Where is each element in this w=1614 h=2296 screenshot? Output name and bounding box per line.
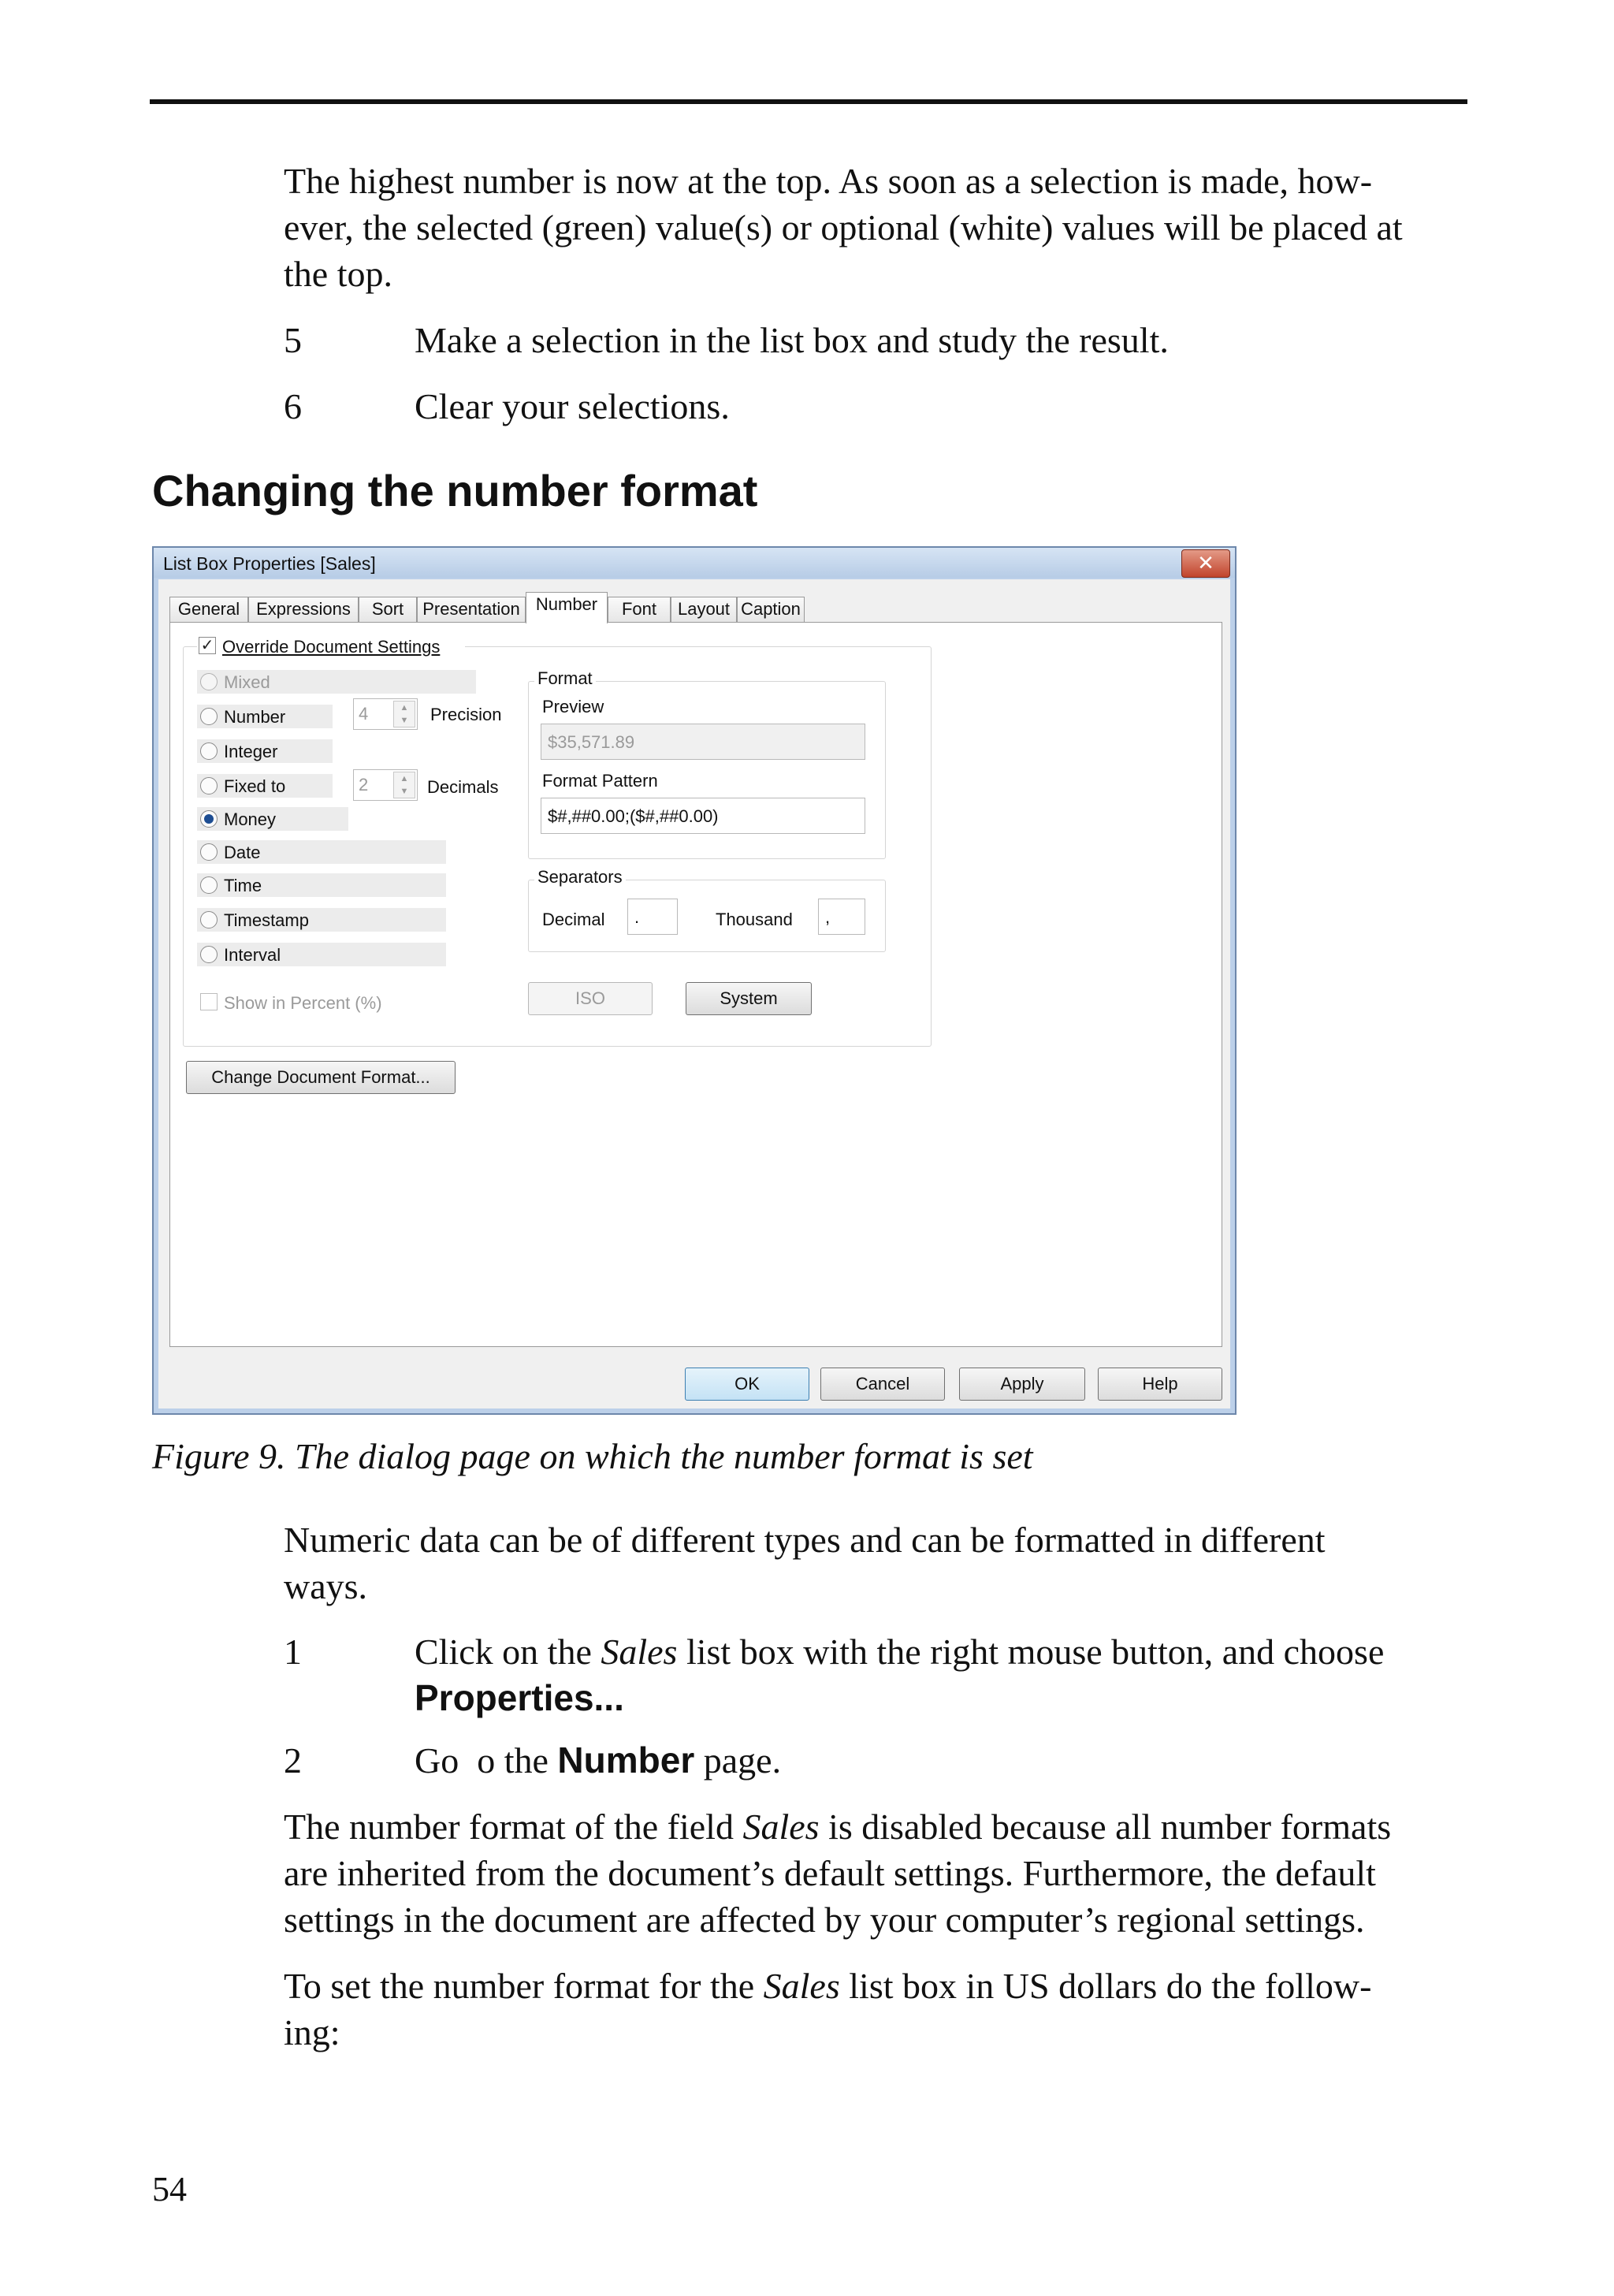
override-checkbox[interactable]	[199, 637, 216, 654]
apply-button[interactable]: Apply	[959, 1368, 1085, 1401]
decimals-label: Decimals	[427, 777, 499, 797]
show-percent-label: Show in Percent (%)	[224, 993, 382, 1013]
separators-group-label: Separators	[534, 867, 626, 888]
radio-time-label: Time	[224, 876, 262, 895]
format-group-label: Format	[534, 668, 596, 689]
radio-integer[interactable]	[200, 742, 218, 760]
header-rule	[150, 99, 1467, 104]
radio-number[interactable]	[200, 708, 218, 725]
radio-time[interactable]	[200, 876, 218, 894]
tab-layout[interactable]: Layout	[671, 597, 737, 622]
radio-interval[interactable]	[200, 946, 218, 963]
step-1-post: list box with the right mouse button, and choose	[677, 1632, 1385, 1672]
inherited-line: settings in the document are affected by your computer’s regional settings.	[284, 1900, 1365, 1940]
show-percent-checkbox[interactable]	[200, 993, 218, 1010]
radio-mixed[interactable]	[200, 673, 218, 690]
decimals-value: 2	[359, 775, 369, 794]
spin-down-icon: ▼	[400, 716, 409, 725]
format-pattern-label: Format Pattern	[542, 771, 658, 791]
radio-fixed-to[interactable]	[200, 777, 218, 794]
radio-money[interactable]	[200, 810, 218, 828]
help-button[interactable]: Help	[1098, 1368, 1222, 1401]
step-1-number: 1	[284, 1632, 302, 1672]
numeric-line: Numeric data can be of different types and can be formatted in different	[284, 1520, 1326, 1560]
usd-paragraph	[284, 1963, 1482, 2056]
spin-up-icon: ▲	[400, 703, 409, 713]
inherited-line	[284, 1803, 1482, 1850]
precision-value: 4	[359, 704, 369, 724]
format-pattern-value: $#,##0.00;($#,##0.00)	[548, 806, 719, 826]
step-6-text: Clear your selections.	[415, 386, 730, 426]
check-icon: ✓	[200, 637, 214, 654]
radio-date[interactable]	[200, 843, 218, 861]
step-6-number: 6	[284, 386, 302, 426]
cancel-button[interactable]: Cancel	[820, 1368, 945, 1401]
thousand-input[interactable]	[818, 899, 865, 935]
close-button[interactable]	[1181, 549, 1230, 578]
inherited-line: are inherited from the document’s default settings. Furthermore, the default	[284, 1853, 1376, 1893]
inherited-sales: Sales	[742, 1807, 820, 1847]
numeric-paragraph	[284, 1516, 1466, 1609]
dialog-titlebar	[154, 548, 1235, 578]
inherited-line-text: The number format of the field	[284, 1807, 743, 1847]
usd-sales: Sales	[763, 1966, 840, 2006]
radio-date-label: Date	[224, 843, 261, 862]
radio-timestamp[interactable]	[200, 911, 218, 928]
radio-fixed-to-label: Fixed to	[224, 776, 286, 796]
step-2-post: page.	[694, 1740, 782, 1781]
usd-line: ing:	[284, 2012, 340, 2052]
step-1-pre: Click on the	[415, 1632, 601, 1672]
usd-line-text: list box in US dollars do the follow-	[839, 1966, 1372, 2006]
decimal-value: .	[634, 907, 640, 927]
step-1-line	[415, 1628, 1471, 1675]
change-document-format-button[interactable]: Change Document Format...	[186, 1061, 456, 1094]
preview-value: $35,571.89	[548, 732, 635, 752]
radio-money-label: Money	[224, 809, 277, 829]
tab-sort[interactable]: Sort	[359, 597, 417, 622]
preview-label: Preview	[542, 697, 604, 716]
radio-number-label: Number	[224, 707, 286, 727]
inherited-paragraph	[284, 1803, 1482, 1943]
section-heading: Changing the number format	[152, 466, 758, 515]
intro-line: the top.	[284, 254, 392, 294]
radio-integer-label: Integer	[224, 742, 278, 761]
thousand-label: Thousand	[716, 910, 793, 929]
override-row	[197, 634, 465, 657]
decimal-input[interactable]	[627, 899, 678, 935]
step-2-pre: Go o the	[415, 1740, 558, 1781]
precision-label: Precision	[430, 705, 502, 724]
step-2-text	[415, 1737, 781, 1784]
usd-line-text: To set the number format for the	[284, 1966, 764, 2006]
decimal-label: Decimal	[542, 910, 605, 929]
system-button[interactable]: System	[686, 982, 812, 1015]
step-2-number: 2	[284, 1740, 302, 1781]
decimals-spinner[interactable]	[353, 769, 418, 801]
tab-general[interactable]: General	[169, 597, 248, 622]
override-label: Override Document Settings	[222, 637, 441, 657]
format-pattern-input[interactable]	[541, 798, 865, 834]
usd-line	[284, 1963, 1482, 2009]
radio-timestamp-label: Timestamp	[224, 910, 309, 930]
step-1-sales: Sales	[601, 1632, 678, 1672]
iso-button[interactable]: ISO	[528, 982, 653, 1015]
precision-spinner[interactable]	[353, 698, 418, 730]
tab-font[interactable]: Font	[608, 597, 671, 622]
spin-down-icon: ▼	[400, 787, 409, 796]
intro-line: ever, the selected (green) value(s) or optional (white) values will be placed at	[284, 207, 1403, 247]
step-5-number: 5	[284, 320, 302, 360]
spin-up-icon: ▲	[400, 774, 409, 783]
step-5-text: Make a selection in the list box and study the result.	[415, 320, 1169, 360]
list-box-properties-dialog	[152, 546, 1237, 1415]
dialog-title: List Box Properties [Sales]	[163, 553, 376, 574]
tab-expressions[interactable]: Expressions	[248, 597, 359, 622]
preview-field	[541, 724, 865, 760]
step-1-properties: Properties...	[415, 1677, 624, 1718]
tab-presentation[interactable]: Presentation	[417, 597, 526, 622]
radio-mixed-label: Mixed	[224, 672, 270, 692]
intro-paragraph	[284, 158, 1466, 297]
dialog-client	[158, 579, 1230, 1408]
tab-number[interactable]: Number	[526, 592, 608, 623]
page-number: 54	[152, 2170, 187, 2209]
figure-caption: Figure 9. The dialog page on which the number format is set	[152, 1436, 1033, 1476]
number-tab-panel	[169, 622, 1222, 1347]
ok-button[interactable]: OK	[685, 1368, 809, 1401]
spin-buttons	[393, 701, 415, 728]
inherited-line-text: is disabled because all number formats	[819, 1807, 1392, 1847]
step-2-number-ui: Number	[557, 1740, 695, 1781]
radio-interval-label: Interval	[224, 945, 281, 965]
numeric-line: ways.	[284, 1566, 368, 1606]
step-1-text	[415, 1628, 1471, 1721]
tab-caption[interactable]: Caption	[737, 597, 805, 622]
thousand-value: ,	[825, 907, 831, 927]
close-icon: ✕	[1197, 551, 1214, 575]
intro-line: The highest number is now at the top. As soon as a selection is made, how-	[284, 161, 1373, 201]
spin-buttons	[393, 772, 415, 798]
